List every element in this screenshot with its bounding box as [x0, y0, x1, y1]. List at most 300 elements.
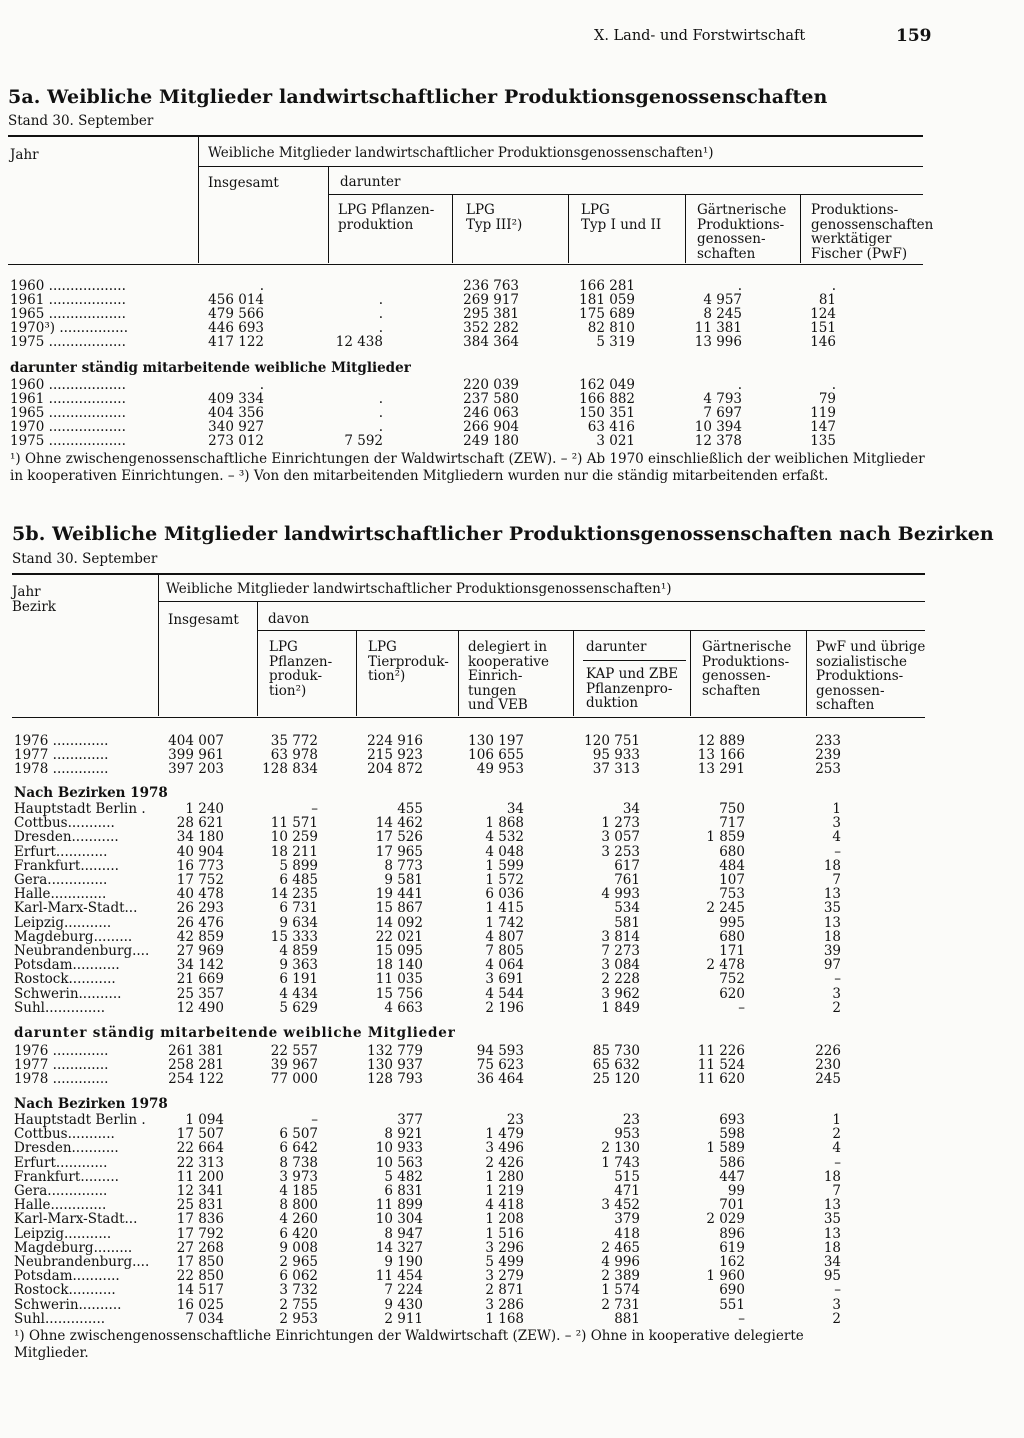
table-cell: 6 507: [279, 1126, 318, 1143]
table-cell: 340 927: [208, 419, 264, 435]
table-cell: 3 962: [601, 985, 640, 1002]
table-cell: 12 438: [335, 334, 383, 350]
table-5a-vrule-6: [800, 194, 801, 263]
table-cell: 11 454: [375, 1268, 423, 1285]
table-row: [0, 1155, 1024, 1169]
table-cell: 5 629: [279, 999, 318, 1016]
table-cell: 253: [815, 761, 841, 777]
table-cell: 10 394: [694, 419, 742, 435]
table-row: [0, 1282, 1024, 1299]
table-cell: 17 836: [176, 1211, 224, 1228]
table-cell: –: [834, 971, 841, 988]
table-cell: 273 012: [208, 433, 264, 449]
table-cell: 34: [622, 801, 640, 817]
table-cell: 17 526: [375, 829, 423, 846]
table-cell: 4 418: [485, 1197, 524, 1214]
table-cell: 266 904: [463, 419, 519, 435]
table-row: [0, 1071, 1024, 1085]
table-cell: 14 327: [375, 1239, 423, 1256]
table-cell: 162: [719, 1254, 745, 1270]
table-row: [0, 900, 1024, 917]
table-cell: 471: [614, 1183, 640, 1199]
table-cell: 1 960: [706, 1268, 745, 1285]
table-cell: 456 014: [208, 292, 264, 308]
table-cell: 119: [810, 405, 836, 421]
row-label: Neubrandenburg....: [14, 943, 150, 959]
table-row: [0, 801, 1024, 815]
table-cell: 13: [823, 1197, 841, 1214]
table-cell: 11 200: [176, 1168, 224, 1185]
table-cell: .: [259, 377, 264, 393]
table-cell: 2 389: [601, 1268, 640, 1285]
table-5b-vrule-7: [806, 630, 807, 716]
table-cell: 7 697: [703, 405, 742, 421]
row-label: Hauptstadt Berlin .: [14, 1112, 146, 1128]
table-cell: 171: [719, 943, 745, 959]
table-5b-title: 5b. Weibliche Mitglieder landwirtschaftlicher Produktionsgenossenschaften nach Bezirken: [12, 523, 994, 545]
table-cell: 8 245: [703, 306, 742, 322]
table-cell: 39: [823, 943, 841, 959]
table-cell: 14 462: [375, 815, 423, 832]
table-cell: 617: [614, 857, 640, 874]
table-cell: 162 049: [579, 377, 635, 393]
table-cell: 42 859: [176, 928, 224, 945]
table-5a-head-insgesamt: Insgesamt: [208, 175, 279, 191]
table-cell: .: [378, 306, 383, 322]
table-cell: 95: [823, 1268, 841, 1285]
table-cell: 4 807: [485, 928, 524, 945]
table-cell: 404 007: [168, 733, 224, 749]
table-cell: 2 965: [279, 1254, 318, 1270]
table-5a-head-rule-2: [328, 194, 923, 195]
table-cell: 9 634: [279, 914, 318, 931]
table-cell: 377: [397, 1112, 423, 1128]
row-label: Dresden...........: [14, 1140, 119, 1157]
table-cell: 1 572: [485, 872, 524, 888]
table-cell: 246 063: [463, 405, 519, 421]
table-cell: 447: [719, 1168, 745, 1185]
table-cell: 409 334: [208, 391, 264, 407]
table-cell: 2: [832, 1310, 841, 1327]
table-row: [0, 278, 1024, 292]
table-cell: 586: [719, 1154, 745, 1171]
row-label: 1970³) ................: [10, 320, 128, 336]
table-cell: 13: [823, 914, 841, 931]
table-cell: 752: [719, 971, 745, 988]
table-cell: 1 742: [485, 914, 524, 931]
table-cell: 14 517: [176, 1282, 224, 1299]
table-row: [0, 1169, 1024, 1183]
table-5a-stand: Stand 30. September: [8, 113, 154, 129]
table-5b-head-c6: PwF und übrige sozialistische Produktions- genossen- schaften: [816, 639, 926, 713]
table-5b-head-bottom-rule: [12, 717, 925, 718]
table-cell: 399 961: [168, 747, 224, 763]
table-cell: 79: [818, 391, 836, 407]
table-5b-top-rule: [12, 573, 925, 575]
table-5a-vrule-3: [452, 194, 453, 263]
table-cell: 3: [832, 815, 841, 832]
table-5b-head-insgesamt: Insgesamt: [168, 612, 239, 628]
table-cell: 761: [614, 872, 640, 888]
table-cell: 3 286: [485, 1296, 524, 1313]
table-cell: 249 180: [463, 433, 519, 449]
table-cell: 4 185: [279, 1183, 318, 1199]
table-cell: 8 738: [279, 1154, 318, 1171]
table-cell: 97: [823, 957, 841, 974]
row-label: Halle.............: [14, 1197, 107, 1214]
table-cell: 40 478: [176, 886, 224, 903]
table-cell: 2 245: [706, 900, 745, 917]
table-cell: 4 793: [703, 391, 742, 407]
table-cell: 34 180: [176, 829, 224, 846]
table-row: [0, 971, 1024, 988]
row-label: 1978 .............: [14, 1071, 109, 1087]
row-label: Frankfurt.........: [14, 857, 119, 874]
table-cell: 14 092: [375, 914, 423, 931]
table-cell: 7 034: [185, 1310, 224, 1327]
row-label: Suhl..............: [14, 1310, 106, 1327]
table-cell: 146: [810, 334, 836, 350]
table-cell: 11 381: [694, 320, 742, 336]
row-label: Potsdam...........: [14, 1268, 120, 1285]
row-label: Magdeburg.........: [14, 1239, 133, 1256]
table-cell: 13: [823, 886, 841, 903]
table-cell: .: [378, 292, 383, 308]
table-cell: 551: [719, 1296, 745, 1313]
table-cell: 2 196: [485, 999, 524, 1016]
row-label: Potsdam...........: [14, 957, 120, 974]
table-cell: 17 752: [176, 872, 224, 888]
table-cell: 37 313: [592, 761, 640, 777]
table-cell: 1 415: [485, 900, 524, 917]
table-cell: 151: [810, 320, 836, 336]
table-row: [0, 1311, 1024, 1325]
table-cell: 1 589: [706, 1140, 745, 1157]
table-cell: 49 953: [476, 761, 524, 777]
table-cell: 1 168: [485, 1310, 524, 1327]
table-5b-head-main: Weibliche Mitglieder landwirtschaftlicher Produktionsgenossenschaften¹): [166, 581, 672, 597]
table-cell: –: [311, 801, 318, 817]
table-cell: 10 304: [375, 1211, 423, 1228]
table-cell: 8 773: [384, 857, 423, 874]
table-cell: 1 743: [601, 1154, 640, 1171]
table-cell: 5 319: [596, 334, 635, 350]
table-cell: 1 280: [485, 1168, 524, 1185]
table-cell: 6 191: [279, 971, 318, 988]
row-label: 1960 ..................: [10, 377, 126, 393]
row-label: 1961 ..................: [10, 391, 126, 407]
table-cell: 5 499: [485, 1254, 524, 1270]
table-cell: 7 273: [601, 943, 640, 959]
row-label: 1961 ..................: [10, 292, 126, 308]
table-row: [0, 844, 1024, 858]
table-cell: 2 911: [384, 1310, 423, 1327]
table-row: [0, 761, 1024, 775]
table-cell: 9 190: [384, 1254, 423, 1270]
row-label: 1975 ..................: [10, 334, 126, 350]
table-cell: 3 691: [485, 971, 524, 988]
table-5b-vrule-3: [356, 630, 357, 716]
table-5a-head-bottom-rule: [8, 264, 923, 265]
table-row: [0, 1297, 1024, 1311]
table-cell: 5 482: [384, 1168, 423, 1185]
table-cell: 35: [823, 1211, 841, 1228]
table-cell: 18: [823, 1239, 841, 1256]
table-5b-subheading: darunter ständig mitarbeitende weibliche Mitglieder: [14, 1025, 456, 1041]
row-label: Frankfurt.........: [14, 1168, 119, 1185]
table-cell: 2 731: [601, 1296, 640, 1313]
table-cell: 26 293: [176, 900, 224, 917]
table-cell: –: [738, 1310, 745, 1327]
table-cell: 258 281: [168, 1057, 224, 1073]
table-cell: 65 632: [592, 1057, 640, 1073]
table-cell: 2: [832, 999, 841, 1016]
table-cell: 245: [815, 1071, 841, 1087]
table-5b-head-c1: LPG Pflanzen- produk- tion²): [269, 639, 333, 699]
table-cell: 11 571: [270, 815, 318, 832]
table-cell: 6 831: [384, 1183, 423, 1199]
table-row: [0, 334, 1024, 348]
table-cell: 404 356: [208, 405, 264, 421]
table-cell: 1: [832, 801, 841, 817]
table-cell: 3 296: [485, 1239, 524, 1256]
table-cell: 11 899: [375, 1197, 423, 1214]
table-cell: 17 965: [375, 843, 423, 860]
table-cell: 6 062: [279, 1268, 318, 1285]
table-cell: 17 850: [176, 1254, 224, 1270]
table-cell: 295 381: [463, 306, 519, 322]
table-cell: 132 779: [367, 1043, 423, 1059]
table-cell: 120 751: [584, 733, 640, 749]
table-5a-vrule-2: [328, 166, 329, 263]
table-5a-head-c5: Produktions- genossenschaften werktätiger Fischer (PwF): [811, 202, 934, 262]
table-cell: 8 947: [384, 1225, 423, 1242]
table-row: [0, 1197, 1024, 1214]
table-cell: 4 663: [384, 999, 423, 1016]
table-cell: 17 792: [176, 1225, 224, 1242]
table-row: [0, 1211, 1024, 1228]
row-label: Gera..............: [14, 1183, 108, 1199]
table-cell: 128 793: [367, 1071, 423, 1087]
table-cell: 753: [719, 886, 745, 903]
table-5b-head-davon: davon: [268, 611, 310, 627]
table-5b-vrule-5: [573, 630, 574, 716]
table-cell: 23: [622, 1112, 640, 1128]
table-cell: 95 933: [592, 747, 640, 763]
table-5a-head-jahr: Jahr: [10, 147, 39, 163]
table-cell: 1 273: [601, 815, 640, 832]
table-row: [0, 1183, 1024, 1197]
row-label: Rostock...........: [14, 1282, 116, 1299]
table-cell: 1 868: [485, 815, 524, 832]
table-row: [0, 433, 1024, 447]
table-cell: 4 064: [485, 957, 524, 974]
table-cell: 130 197: [468, 733, 524, 749]
table-cell: 680: [719, 928, 745, 945]
table-cell: 11 226: [697, 1043, 745, 1059]
table-cell: 4: [832, 829, 841, 846]
table-cell: 12 490: [176, 999, 224, 1016]
table-5b-head-rule-3: [583, 660, 686, 661]
row-label: 1970 ..................: [10, 419, 126, 435]
table-5a-top-rule: [8, 135, 923, 137]
table-cell: 598: [719, 1126, 745, 1143]
table-cell: 3 084: [601, 957, 640, 974]
table-cell: 1 859: [706, 829, 745, 846]
table-row: [0, 957, 1024, 974]
row-label: Magdeburg.........: [14, 928, 133, 945]
table-cell: 26 476: [176, 914, 224, 931]
table-row: [0, 320, 1024, 334]
table-cell: 446 693: [208, 320, 264, 336]
table-cell: 1 516: [485, 1225, 524, 1242]
row-label: Schwerin..........: [14, 985, 122, 1002]
table-cell: 85 730: [592, 1043, 640, 1059]
table-cell: .: [378, 405, 383, 421]
table-cell: 4 532: [485, 829, 524, 846]
table-cell: 418: [614, 1225, 640, 1242]
table-cell: 18: [823, 1168, 841, 1185]
table-cell: 13 166: [697, 747, 745, 763]
table-cell: 3: [832, 985, 841, 1002]
row-label: Cottbus...........: [14, 1126, 115, 1143]
table-cell: 13: [823, 1225, 841, 1242]
table-row: [0, 292, 1024, 306]
table-row: [0, 1043, 1024, 1057]
table-cell: 680: [719, 843, 745, 860]
row-label: 1976 .............: [14, 1043, 109, 1059]
table-cell: 484: [719, 857, 745, 874]
table-cell: 19 441: [375, 886, 423, 903]
table-cell: 34: [823, 1254, 841, 1270]
table-cell: 4 544: [485, 985, 524, 1002]
table-cell: 2 426: [485, 1154, 524, 1171]
table-5b-vrule-6: [690, 630, 691, 716]
table-cell: 7 592: [344, 433, 383, 449]
table-5b-bezirke-label-2: Nach Bezirken 1978: [14, 1096, 168, 1112]
table-cell: 63 416: [587, 419, 635, 435]
table-cell: 36 464: [476, 1071, 524, 1087]
table-cell: 5 899: [279, 857, 318, 874]
table-cell: 166 281: [579, 278, 635, 294]
table-5a-head-rule-1: [198, 166, 923, 167]
table-cell: .: [378, 320, 383, 336]
table-cell: 107: [719, 872, 745, 888]
table-cell: 717: [719, 815, 745, 832]
table-cell: 515: [614, 1168, 640, 1185]
table-cell: .: [378, 419, 383, 435]
table-cell: 4 996: [601, 1254, 640, 1270]
table-cell: 269 917: [463, 292, 519, 308]
table-cell: 147: [810, 419, 836, 435]
table-cell: 9 363: [279, 957, 318, 974]
table-row: [0, 886, 1024, 903]
row-label: Schwerin..........: [14, 1296, 122, 1313]
table-cell: 204 872: [367, 761, 423, 777]
table-cell: 35 772: [270, 733, 318, 749]
table-cell: 7 224: [384, 1282, 423, 1299]
table-5b-head-c4: KAP und ZBE Pflanzenpro- duktion: [586, 666, 679, 711]
table-5b-head-rule-1: [158, 601, 925, 602]
table-cell: .: [378, 391, 383, 407]
table-row: [0, 1140, 1024, 1157]
table-cell: 1 849: [601, 999, 640, 1016]
row-label: 1978 .............: [14, 761, 109, 777]
table-cell: 1 208: [485, 1211, 524, 1228]
table-5a-head-c1: LPG Pflanzen- produktion: [338, 202, 435, 233]
table-cell: 693: [719, 1112, 745, 1128]
row-label: 1977 .............: [14, 747, 109, 763]
table-5b-head-darunter: darunter: [586, 639, 647, 655]
table-cell: 15 333: [270, 928, 318, 945]
table-cell: .: [831, 377, 836, 393]
table-cell: 9 430: [384, 1296, 423, 1313]
page-number: 159: [896, 26, 932, 46]
table-cell: 150 351: [579, 405, 635, 421]
table-cell: 620: [719, 985, 745, 1002]
table-cell: 22 850: [176, 1268, 224, 1285]
table-cell: 2 755: [279, 1296, 318, 1313]
table-cell: 39 967: [270, 1057, 318, 1073]
table-cell: 18 140: [375, 957, 423, 974]
table-cell: –: [834, 1154, 841, 1171]
row-label: Suhl..............: [14, 999, 106, 1016]
row-label: Hauptstadt Berlin .: [14, 801, 146, 817]
table-cell: 166 882: [579, 391, 635, 407]
table-cell: 4 048: [485, 843, 524, 860]
table-cell: 12 889: [697, 733, 745, 749]
row-label: Leipzig...........: [14, 1225, 112, 1242]
table-cell: 16 773: [176, 857, 224, 874]
table-cell: 896: [719, 1225, 745, 1242]
table-5a-vrule-4: [568, 194, 569, 263]
table-5b-bezirke-label-1: Nach Bezirken 1978: [14, 785, 168, 801]
table-row: [0, 419, 1024, 433]
table-cell: .: [259, 278, 264, 294]
table-cell: 22 021: [375, 928, 423, 945]
table-cell: .: [737, 377, 742, 393]
row-label: 1965 ..................: [10, 306, 126, 322]
table-cell: 63 978: [270, 747, 318, 763]
table-cell: 6 485: [279, 872, 318, 888]
table-cell: 1 219: [485, 1183, 524, 1199]
table-cell: 2 953: [279, 1310, 318, 1327]
table-cell: 25 357: [176, 985, 224, 1002]
table-cell: 11 035: [375, 971, 423, 988]
table-row: [0, 915, 1024, 929]
table-cell: 3 021: [596, 433, 635, 449]
table-row: [0, 1112, 1024, 1126]
table-cell: 881: [614, 1310, 640, 1327]
row-label: 1976 .............: [14, 733, 109, 749]
table-5b-stand: Stand 30. September: [12, 551, 158, 567]
table-cell: 81: [818, 292, 836, 308]
table-cell: 3 814: [601, 928, 640, 945]
table-5b-vrule-2: [257, 601, 258, 716]
table-cell: 236 763: [463, 278, 519, 294]
table-cell: 23: [506, 1112, 524, 1128]
table-cell: 417 122: [208, 334, 264, 350]
table-cell: 15 095: [375, 943, 423, 959]
table-cell: 2 871: [485, 1282, 524, 1299]
table-cell: 77 000: [270, 1071, 318, 1087]
table-cell: 3 732: [279, 1282, 318, 1299]
table-cell: 3 973: [279, 1168, 318, 1185]
table-row: [0, 391, 1024, 405]
table-row: [0, 1126, 1024, 1143]
table-cell: 239: [815, 747, 841, 763]
table-row: [0, 872, 1024, 886]
